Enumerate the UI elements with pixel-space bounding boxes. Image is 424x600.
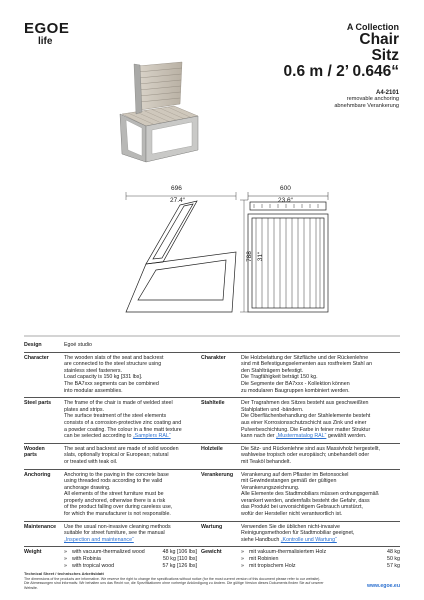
design-value: Egoé studio bbox=[64, 342, 92, 348]
weight-item bbox=[64, 563, 197, 570]
text-line: for which the manufacturer is not responsible. bbox=[64, 511, 171, 518]
text-line: Use the usual non-invasive cleaning methods bbox=[64, 523, 171, 530]
anchoring-text-en bbox=[64, 472, 201, 518]
text-line: a powder coating. The colour in a fine matt texture bbox=[64, 426, 182, 433]
text-line: properly anchored, otherwise there is a risk bbox=[64, 497, 166, 504]
product-size: 0.6 m / 2’ 0.646“ bbox=[283, 63, 399, 80]
maintenance-text-de bbox=[241, 524, 400, 544]
side-width-mm: 696 bbox=[171, 185, 182, 192]
weight-material: with tropical wood bbox=[72, 562, 115, 569]
text-line: using threaded rods according to the valid bbox=[64, 478, 163, 485]
text-line-part: siehe Handbuch bbox=[241, 536, 281, 543]
text-line: mit Gewindestangen gemäß der gültigen bbox=[241, 478, 337, 485]
text-line: wofür der Hersteller nicht verantwortlich ist. bbox=[241, 511, 343, 518]
text-line: All elements of the street furniture must be bbox=[64, 491, 164, 498]
weight-material: mit vakuum-thermalisiertem Holz bbox=[249, 549, 327, 556]
text-line bbox=[64, 537, 197, 544]
text-line bbox=[241, 433, 400, 440]
side-view-drawing bbox=[126, 201, 236, 312]
footer-disclaimer bbox=[24, 572, 400, 590]
text-line: anchorage drawing. bbox=[64, 484, 111, 491]
bullet: » bbox=[241, 549, 244, 556]
text-line: or treated with teak oil. bbox=[64, 458, 118, 465]
website-link[interactable]: www.egoe.eu bbox=[367, 583, 400, 589]
text-line: sind mit Befestigungselementen aus rostfreiem Stahl an bbox=[241, 361, 373, 368]
product-title-en: Chair bbox=[359, 31, 399, 48]
product-image bbox=[100, 58, 220, 168]
character-label-de: Charakter bbox=[201, 354, 226, 361]
samplers-ral-link[interactable]: „Samplers RAL“ bbox=[132, 433, 171, 440]
text-line: den Stahlträgern befestigt. bbox=[241, 367, 304, 374]
text-line: The wooden slats of the seat and backrest bbox=[64, 354, 164, 361]
wooden-label-de: Holzteile bbox=[201, 445, 223, 452]
text-line: of the product falling over during careless use, bbox=[64, 504, 173, 511]
spec-row-wooden bbox=[24, 443, 400, 469]
text-line: Verankerungszeichnung. bbox=[241, 484, 300, 491]
text-line: Die Segmente der BA7xxx - Kollektion können bbox=[241, 380, 350, 387]
weight-list-en bbox=[64, 549, 201, 569]
text-line: stainless steel fasteners. bbox=[64, 367, 122, 374]
text-line: Anchoring to the paving in the concrete base bbox=[64, 471, 169, 478]
text-line: Verwenden Sie die üblichen nicht-invasive bbox=[241, 523, 340, 530]
brand-sub: life bbox=[38, 36, 53, 47]
text-line-part: can be selected according to bbox=[64, 433, 133, 440]
wooden-text-de bbox=[241, 446, 400, 466]
mustermatalog-ral-link[interactable]: „Mustermatalog RAL“ bbox=[276, 433, 327, 440]
anchoring-label-en: Anchoring bbox=[24, 471, 51, 478]
text-line: slats, optionally tropical or European; natural bbox=[64, 452, 169, 459]
text-line: The surface treatment of the steel elements bbox=[64, 413, 167, 420]
anchoring-note-en: removable anchoring bbox=[346, 96, 399, 102]
bullet: » bbox=[64, 549, 67, 556]
spec-row-maintenance bbox=[24, 521, 400, 547]
maintenance-label-en: Maintenance bbox=[24, 523, 57, 530]
footer-line-en: The dimensions of the products are informative. We reserve the right to change the specifications without notice (for the most current version of this document please refer to our website). bbox=[24, 576, 321, 581]
text-line: Die Oberflächenbehandlung der Stahlelemente besteht bbox=[241, 413, 371, 420]
front-width-in: 23.6“ bbox=[278, 197, 293, 204]
inspection-maintenance-link[interactable]: „Inspection and maintenance“ bbox=[64, 536, 134, 543]
text-line: suitable for street furniture, see the manual bbox=[64, 530, 165, 537]
character-text-en bbox=[64, 355, 201, 395]
steel-text-en bbox=[64, 400, 201, 440]
steel-label-de: Stahlteile bbox=[201, 400, 225, 407]
footer-title: Technical Sheet / technisches Arbeitsblatt bbox=[24, 571, 104, 576]
text-line: The frame of the chair is made of welded steel bbox=[64, 400, 173, 407]
weight-item bbox=[241, 556, 400, 563]
weight-label-en: Weight bbox=[24, 549, 42, 556]
text-line: Alle Elemente des Stadtmobiliars müssen ordnungsgemäß bbox=[241, 491, 379, 498]
text-line: consists of a corrosion-protective zinc coating and bbox=[64, 419, 182, 426]
bullet: » bbox=[64, 556, 67, 563]
maintenance-label-de: Wartung bbox=[201, 523, 223, 530]
text-line: Der Tragrahmen des Sitzes besteht aus geschweißten bbox=[241, 400, 369, 407]
steel-text-de bbox=[241, 400, 400, 440]
text-line: plates and strips. bbox=[64, 406, 105, 413]
maintenance-text-en bbox=[64, 524, 201, 544]
brand-logo bbox=[24, 21, 69, 47]
text-line: Die Holzbelattung der Sitzfläche und der Rückenlehne bbox=[241, 354, 369, 361]
anchoring-label-de: Verankerung bbox=[201, 471, 234, 478]
text-line: mit Teaköl behandelt. bbox=[241, 458, 291, 465]
text-line: into modular assemblies. bbox=[64, 387, 123, 394]
text-line-part: gewählt werden. bbox=[326, 433, 367, 440]
weight-value: 50 kg bbox=[387, 556, 400, 563]
brand-name: EGOE bbox=[24, 20, 70, 37]
wooden-text-en bbox=[64, 446, 201, 466]
text-line: verankert werden, andernfalls besteht die Gefahr, dass bbox=[241, 497, 370, 504]
product-title-de: Sitz bbox=[371, 47, 399, 64]
text-line: wahlweise tropisch oder europäisch; unbehandelt oder bbox=[241, 452, 370, 459]
text-line bbox=[241, 537, 400, 544]
text-line: are connected to the steel structure using bbox=[64, 361, 162, 368]
text-line: The seat and backrest are made of solid wooden bbox=[64, 445, 179, 452]
bullet: » bbox=[241, 562, 244, 569]
spec-table bbox=[24, 340, 400, 572]
text-line: das Produkt bei unvorsichtigem Gebrauch umstürzt, bbox=[241, 504, 363, 511]
weight-item bbox=[241, 549, 400, 556]
text-line: Reinigungsmethoden für Stadtmobiliar geeignet, bbox=[241, 530, 355, 537]
text-line: The BA7xxx segments can be combined bbox=[64, 380, 159, 387]
text-line: Pulverbeschichtung. Die Farbe in feiner matter Struktur bbox=[241, 426, 371, 433]
text-line-part: kann nach der bbox=[241, 433, 277, 440]
weight-value: 57 kg [126 lbs] bbox=[162, 562, 197, 569]
spec-row-steel bbox=[24, 397, 400, 443]
text-line bbox=[64, 433, 197, 440]
design-label: Design bbox=[24, 342, 42, 348]
collection-name: A Collection bbox=[346, 22, 399, 32]
spec-row-weight bbox=[24, 546, 400, 572]
weight-value: 48 kg bbox=[387, 549, 400, 556]
text-line: Die Sitz- und Rückenlehne sind aus Massivholz hergestellt, bbox=[241, 445, 380, 452]
height-mm: 788 bbox=[245, 251, 253, 262]
weight-value: 57 kg bbox=[387, 562, 400, 569]
text-line: Stahlplatten und -bändern. bbox=[241, 406, 304, 413]
product-title-block bbox=[284, 22, 399, 110]
bullet: » bbox=[241, 556, 244, 563]
steel-label-en: Steel parts bbox=[24, 400, 52, 407]
product-code: A4-2101 bbox=[375, 90, 399, 96]
text-line: zu modularen Baugruppen kombiniert werden. bbox=[241, 387, 350, 394]
weight-item bbox=[64, 549, 197, 556]
text-line: Verankerung auf dem Pflaster im Betonsockel bbox=[241, 471, 349, 478]
footer-line-de: Die Abmessungen sind informativ. Wir behalten uns das Recht vor, die Spezifikationen ohne vorherige Ankündigung zu ändern. Die gültige Version dieses Dokuments finden Sie auf unserer Website. bbox=[24, 581, 324, 590]
front-width-mm: 600 bbox=[280, 185, 291, 192]
weight-material: mit tropischem Holz bbox=[249, 562, 296, 569]
spec-row-character bbox=[24, 352, 400, 398]
weight-material: with vacuum-thermalized wood bbox=[72, 549, 145, 556]
text-line: aus einer Korrosionsschutzschicht aus Zink und einer bbox=[241, 419, 367, 426]
weight-list-de bbox=[241, 549, 400, 569]
weight-material: mit Robinien bbox=[249, 556, 279, 563]
text-line: Die Tragfähigkeit beträgt 150 kg. bbox=[241, 374, 318, 381]
kontrolle-wartung-link[interactable]: „Kontrolle und Wartung“ bbox=[280, 536, 337, 543]
weight-label-de: Gewicht bbox=[201, 549, 222, 556]
bullet: » bbox=[64, 562, 67, 569]
wooden-label-en: Wooden parts bbox=[24, 445, 45, 459]
character-text-de bbox=[241, 355, 400, 395]
character-label-en: Character bbox=[24, 354, 49, 361]
weight-value: 50 kg [110 lbs] bbox=[162, 556, 197, 563]
side-width-in: 27.4“ bbox=[170, 197, 185, 204]
anchoring-note-de: abnehmbare Verankerung bbox=[334, 103, 399, 109]
spec-row-design bbox=[24, 340, 400, 352]
weight-item bbox=[64, 556, 197, 563]
weight-material: with Robinia bbox=[72, 556, 101, 563]
weight-value: 48 kg [106 lbs] bbox=[162, 549, 197, 556]
text-line: Load capacity is 150 kg [331 lbs]. bbox=[64, 374, 143, 381]
anchoring-text-de bbox=[241, 472, 400, 518]
weight-item bbox=[241, 563, 400, 570]
height-in: 31“ bbox=[257, 251, 265, 262]
spec-row-anchoring bbox=[24, 469, 400, 521]
